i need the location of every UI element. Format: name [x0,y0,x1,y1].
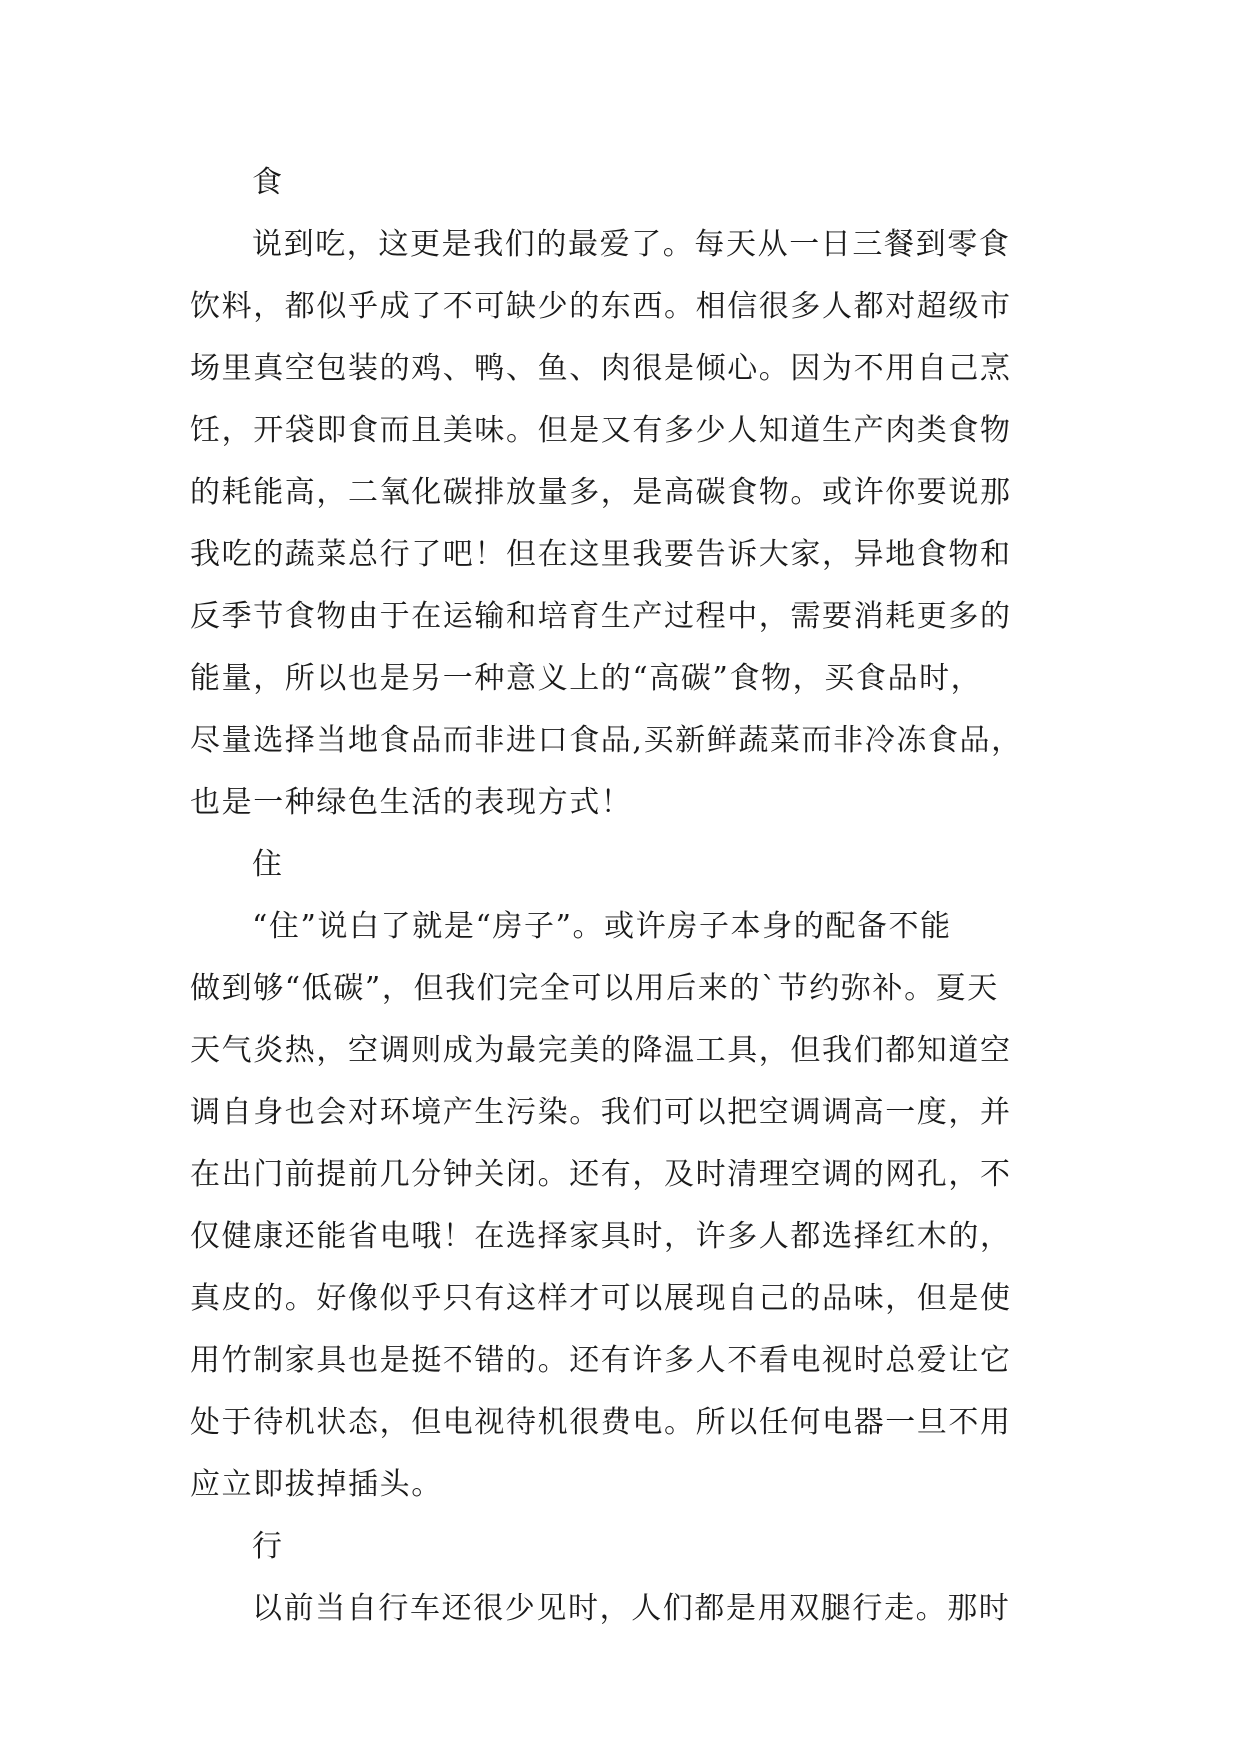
text-line: 以前当自行车还很少见时，人们都是用双腿行走。那时 [252,1591,1011,1626]
text-line: 饪，开袋即食而且美味。但是又有多少人知道生产肉类食物 [190,413,1012,448]
section-heading-food: 食 [252,165,284,200]
text-line: 也是一种绿色生活的表现方式！ [190,785,633,820]
text-line: 应立即拔掉插头。 [190,1467,443,1502]
text-line: 反季节食物由于在运输和培育生产过程中，需要消耗更多的 [190,599,1012,634]
text-line: 饮料，都似乎成了不可缺少的东西。相信很多人都对超级市 [190,289,1012,324]
text-line: 在出门前提前几分钟关闭。还有，及时清理空调的网孔，不 [190,1157,1012,1192]
section-paragraph-housing [190,896,1052,1516]
section-heading-housing: 住 [252,847,284,882]
section-heading-travel: 行 [252,1529,284,1564]
section-paragraph-travel [190,1578,1052,1640]
text-line: 场里真空包装的鸡、鸭、鱼、肉很是倾心。因为不用自己烹 [190,351,1012,386]
text-line: 我吃的蔬菜总行了吧！但在这里我要告诉大家，异地食物和 [190,537,1012,572]
text-line: 仅健康还能省电哦！在选择家具时，许多人都选择红木的， [190,1219,1012,1254]
text-line: 说到吃，这更是我们的最爱了。每天从一日三餐到零食 [252,227,1011,262]
text-line: “住”说白了就是“房子”。或许房子本身的配备不能 [252,909,952,944]
text-line: 处于待机状态，但电视待机很费电。所以任何电器一旦不用 [190,1405,1012,1440]
text-line: 尽量选择当地食品而非进口食品,买新鲜蔬菜而非冷冻食品， [190,723,1023,758]
text-line: 能量，所以也是另一种意义上的“高碳”食物，买食品时， [190,661,983,696]
text-line: 用竹制家具也是挺不错的。还有许多人不看电视时总爱让它 [190,1343,1012,1378]
text-line: 调自身也会对环境产生污染。我们可以把空调调高一度，并 [190,1095,1012,1130]
section-paragraph-food [190,214,1052,834]
text-line: 真皮的。好像似乎只有这样才可以展现自己的品味，但是使 [190,1281,1012,1316]
document-body [190,152,1052,1640]
text-line: 的耗能高，二氧化碳排放量多，是高碳食物。或许你要说那 [190,475,1012,510]
text-line: 天气炎热，空调则成为最完美的降温工具，但我们都知道空 [190,1033,1012,1068]
text-line: 做到够“低碳”，但我们完全可以用后来的`节约弥补。夏天 [190,971,999,1006]
